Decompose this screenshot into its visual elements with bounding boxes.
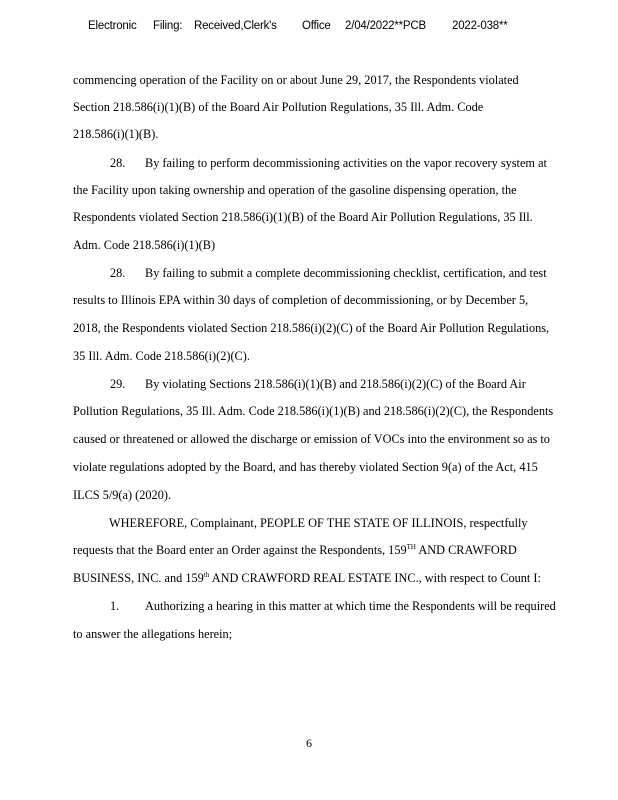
text-line: caused or threatened or allowed the discharge or emission of VOCs into the environment so as to xyxy=(73,432,550,446)
header-date: 2/04/2022**PCB xyxy=(345,20,426,32)
text-line: WHEREFORE, Complainant, PEOPLE OF THE STATE OF ILLINOIS, respectfully xyxy=(109,516,528,530)
text-line: requests that the Board enter an Order against the Respondents, 159TH AND CRAWFORD xyxy=(73,542,517,557)
text-line: the Facility upon taking ownership and operation of the gasoline dispensing operation, the xyxy=(73,183,517,197)
text-line: Respondents violated Section 218.586(i)(1)(B) of the Board Air Pollution Regulations, 35 Ill. xyxy=(73,210,533,224)
paragraph-number: 29. xyxy=(110,377,126,391)
header-electronic: Electronic xyxy=(88,20,137,32)
text-line: By violating Sections 218.586(i)(1)(B) and 218.586(i)(2)(C) of the Board Air xyxy=(145,377,526,391)
text-line: BUSINESS, INC. and 159th AND CRAWFORD REAL ESTATE INC., with respect to Count I: xyxy=(73,570,541,585)
text-line: to answer the allegations herein; xyxy=(73,627,233,641)
text-line: By failing to submit a complete decommissioning checklist, certification, and test xyxy=(145,266,547,280)
text-line: Authorizing a hearing in this matter at which time the Respondents will be required xyxy=(145,599,556,613)
text-line: By failing to perform decommissioning activities on the vapor recovery system at xyxy=(145,156,547,170)
item-number: 1. xyxy=(110,599,120,613)
header-case-number: 2022-038** xyxy=(452,20,508,32)
header-office: Office xyxy=(302,20,331,32)
text-line: 2018, the Respondents violated Section 218.586(i)(2)(C) of the Board Air Pollution Regulations, xyxy=(73,321,550,335)
text-line: Adm. Code 218.586(i)(1)(B) xyxy=(73,238,216,252)
text-line: Section 218.586(i)(1)(B) of the Board Air Pollution Regulations, 35 Ill. Adm. Code xyxy=(73,100,484,114)
text-line: 218.586(i)(1)(B). xyxy=(73,127,159,141)
text-line: commencing operation of the Facility on or about June 29, 2017, the Respondents violated xyxy=(73,73,519,87)
text-line: results to Illinois EPA within 30 days of completion of decommissioning, or by December 5, xyxy=(73,293,529,307)
paragraph-number: 28. xyxy=(110,266,126,280)
filing-header xyxy=(0,20,618,36)
header-filing: Filing: xyxy=(153,20,183,32)
text-line: 35 Ill. Adm. Code 218.586(i)(2)(C). xyxy=(73,349,250,363)
text-line: ILCS 5/9(a) (2020). xyxy=(73,488,172,502)
paragraph-number: 28. xyxy=(110,156,126,170)
text-line: violate regulations adopted by the Board, and has thereby violated Section 9(a) of the Act, 415 xyxy=(73,460,538,474)
text-line: Pollution Regulations, 35 Ill. Adm. Code 218.586(i)(1)(B) and 218.586(i)(2)(C), the Respondents xyxy=(73,404,554,418)
header-received: Received,Clerk's xyxy=(194,20,277,32)
page-number: 6 xyxy=(306,736,312,750)
